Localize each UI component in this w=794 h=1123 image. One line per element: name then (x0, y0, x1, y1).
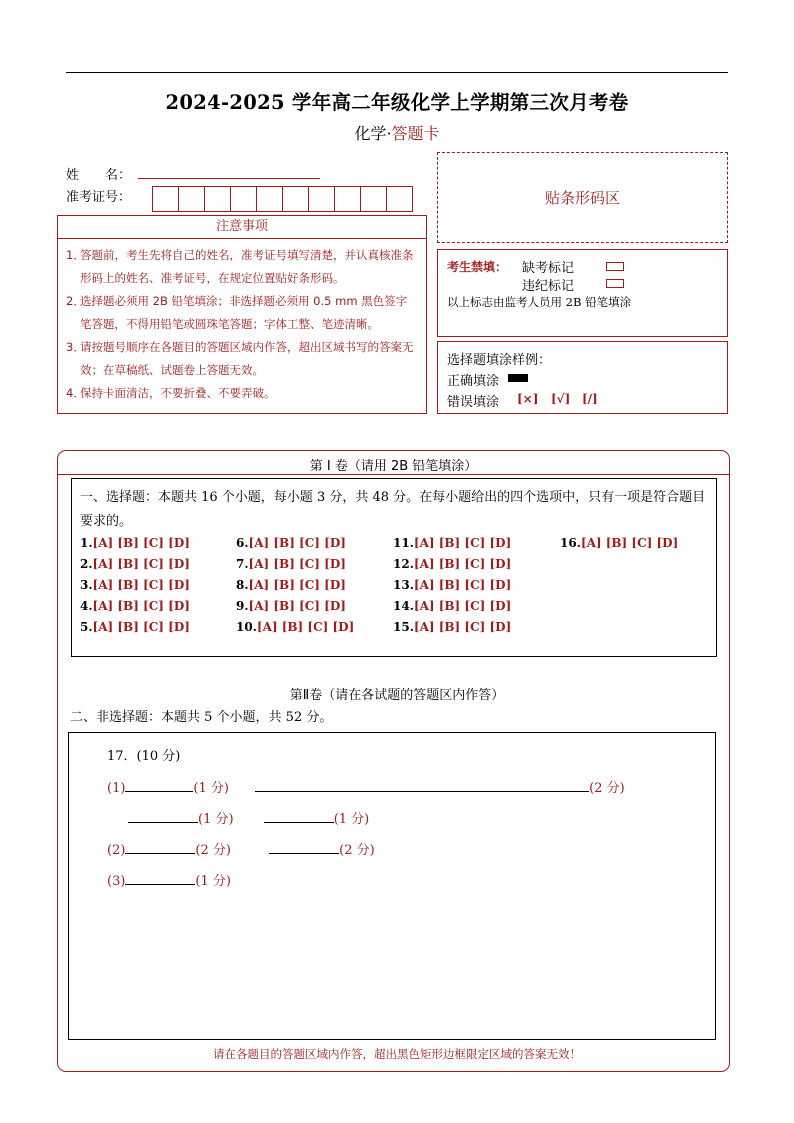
answer-options[interactable]: [A] [B] [C] [D] (413, 578, 512, 592)
choice-question[interactable] (236, 578, 346, 592)
answer-options[interactable]: [A] [B] [C] [D] (413, 620, 512, 634)
id-digit-box[interactable] (308, 186, 335, 212)
answer-options[interactable]: [A] [B] [C] [D] (413, 536, 512, 550)
barcode-label: 贴条形码区 (544, 189, 620, 207)
question-number: 8. (236, 578, 249, 592)
question-number: 7. (236, 557, 249, 571)
answer-options[interactable]: [A] [B] [C] [D] (92, 620, 190, 634)
choice-question[interactable] (236, 599, 346, 613)
question-number: 9. (236, 599, 249, 613)
id-number-boxes[interactable] (152, 186, 412, 212)
answer-options[interactable]: [A] [B] [C] [D] (413, 557, 512, 571)
choice-question[interactable] (560, 536, 678, 550)
answer-options[interactable]: [A] [B] [C] [D] (92, 557, 190, 571)
notice-heading: 注意事项 (58, 216, 426, 239)
question-number: 11. (393, 536, 414, 550)
question-number: 1. (80, 536, 93, 550)
id-digit-box[interactable] (152, 186, 179, 212)
answer-options[interactable]: [A] [B] [C] [D] (248, 557, 346, 571)
choice-question[interactable] (393, 557, 511, 571)
choice-question[interactable] (393, 599, 511, 613)
choice-question[interactable] (80, 557, 190, 571)
forbid-note: 以上标志由监考人员用 2B 铅笔填涂 (447, 295, 632, 309)
choice-question[interactable] (393, 536, 511, 550)
notice-box (57, 215, 427, 414)
id-digit-box[interactable] (230, 186, 257, 212)
subject-label: 化学· (354, 124, 392, 143)
choice-question[interactable] (236, 557, 346, 571)
page-title: 2024-2025 学年高二年级化学上学期第三次月考卷 (165, 91, 629, 114)
answer-options[interactable]: [A] [B] [C] [D] (248, 536, 346, 550)
question-number: 3. (80, 578, 93, 592)
violation-mark-box[interactable] (606, 279, 624, 288)
choice-question[interactable] (80, 578, 190, 592)
blank-field[interactable] (125, 778, 193, 792)
answer-options[interactable]: [A] [B] [C] [D] (413, 599, 512, 613)
answer-options[interactable]: [A] [B] [C] [D] (580, 536, 679, 550)
question-number: 14. (393, 599, 414, 613)
id-digit-box[interactable] (178, 186, 205, 212)
wrong-mark-slash: [/] (582, 392, 598, 406)
choice-question[interactable] (393, 578, 511, 592)
wrong-mark-check: [√] (551, 392, 571, 406)
notice-item: 4． 保持卡面清洁，不要折叠、不要弄破。 (66, 386, 276, 400)
choice-question[interactable] (80, 536, 190, 550)
blank-field[interactable] (128, 809, 198, 823)
notice-item: 2． 选择题必须用 2B 铅笔填涂；非选择题必须用 0.5 mm 黑色签字笔答题，不得用铅笔或圆珠笔答题；字体工整、笔迹清晰。 (66, 294, 408, 331)
question-number: 13. (393, 578, 414, 592)
notice-item: 3． 请按题号顺序在各题目的答题区域内作答，超出区域书写的答案无效；在草稿纸、试题卷上答题无效。 (66, 340, 414, 377)
section1-intro: 一、选择题：本题共 16 个小题，每小题 3 分，共 48 分。在每小题给出的四个选项中，只有一项是符合题目要求的。 (80, 490, 706, 529)
section1-divider (57, 474, 730, 475)
id-digit-box[interactable] (334, 186, 361, 212)
section2-title: 第Ⅱ卷（请在各试题的答题区内作答） (289, 688, 505, 703)
answer-options[interactable]: [A] [B] [C] [D] (248, 599, 346, 613)
section1-title: 第 I 卷（请用 2B 铅笔填涂） (309, 459, 478, 474)
question-number: 12. (393, 557, 414, 571)
card-label: 答题卡 (391, 124, 440, 143)
page-subtitle (0, 121, 794, 144)
id-digit-box[interactable] (282, 186, 309, 212)
absent-label: 缺考标记 (522, 261, 575, 276)
section2-subtitle: 二、非选择题：本题共 5 个小题，共 52 分。 (70, 710, 333, 725)
q17-part2: (2) (2 分) (2 分) (107, 839, 375, 858)
answer-options[interactable]: [A] [B] [C] [D] (92, 599, 190, 613)
id-digit-box[interactable] (360, 186, 387, 212)
question-number: 16. (560, 536, 581, 550)
q17-part1-row1: (1) (1 分) (2 分) (107, 777, 625, 796)
id-digit-box[interactable] (204, 186, 231, 212)
blank-field[interactable] (269, 840, 339, 854)
blank-field[interactable] (264, 809, 334, 823)
sample-heading: 选择题填涂样例： (447, 353, 552, 368)
blank-field[interactable] (255, 778, 589, 792)
wrong-mark-x: [×] (517, 392, 539, 406)
wrong-fill-label: 错误填涂 (447, 395, 500, 410)
choice-question[interactable] (236, 536, 346, 550)
correct-fill-mark (508, 374, 528, 382)
choice-question[interactable] (236, 620, 354, 634)
answer-options[interactable]: [A] [B] [C] [D] (256, 620, 355, 634)
question-number: 2. (80, 557, 93, 571)
question-number: 6. (236, 536, 249, 550)
top-rule (66, 72, 728, 73)
q17-part1-row2: (1 分) (1 分) (128, 808, 369, 827)
barcode-area (437, 152, 728, 243)
choice-question[interactable] (393, 620, 511, 634)
id-digit-box[interactable] (256, 186, 283, 212)
q17-part3: (3) (1 分) (107, 870, 231, 889)
blank-field[interactable] (125, 871, 195, 885)
notice-item: 1． 答题前，考生先将自己的姓名，准考证号填写清楚，并认真核准条形码上的姓名、准考证号，在规定位置贴好条形码。 (66, 248, 414, 285)
q17-heading: 17．(10 分) (107, 749, 181, 764)
footer-warning: 请在各题目的答题区域内作答，超出黑色矩形边框限定区域的答案无效！ (213, 1047, 581, 1061)
answer-options[interactable]: [A] [B] [C] [D] (92, 536, 190, 550)
question-number: 10. (236, 620, 257, 634)
absent-mark-box[interactable] (606, 262, 624, 271)
question-number: 15. (393, 620, 414, 634)
question-number: 4. (80, 599, 93, 613)
choice-question[interactable] (80, 620, 190, 634)
name-label: 姓 名： (66, 168, 132, 183)
correct-fill-label: 正确填涂 (447, 374, 500, 389)
choice-question[interactable] (80, 599, 190, 613)
answer-options[interactable]: [A] [B] [C] [D] (248, 578, 346, 592)
blank-field[interactable] (125, 840, 195, 854)
question-number: 5. (80, 620, 93, 634)
answer-options[interactable]: [A] [B] [C] [D] (92, 578, 190, 592)
violation-label: 违纪标记 (522, 279, 575, 294)
name-field[interactable] (138, 178, 320, 179)
id-label: 准考证号： (66, 190, 132, 205)
forbid-label: 考生禁填： (447, 260, 508, 274)
id-digit-box[interactable] (386, 186, 413, 212)
